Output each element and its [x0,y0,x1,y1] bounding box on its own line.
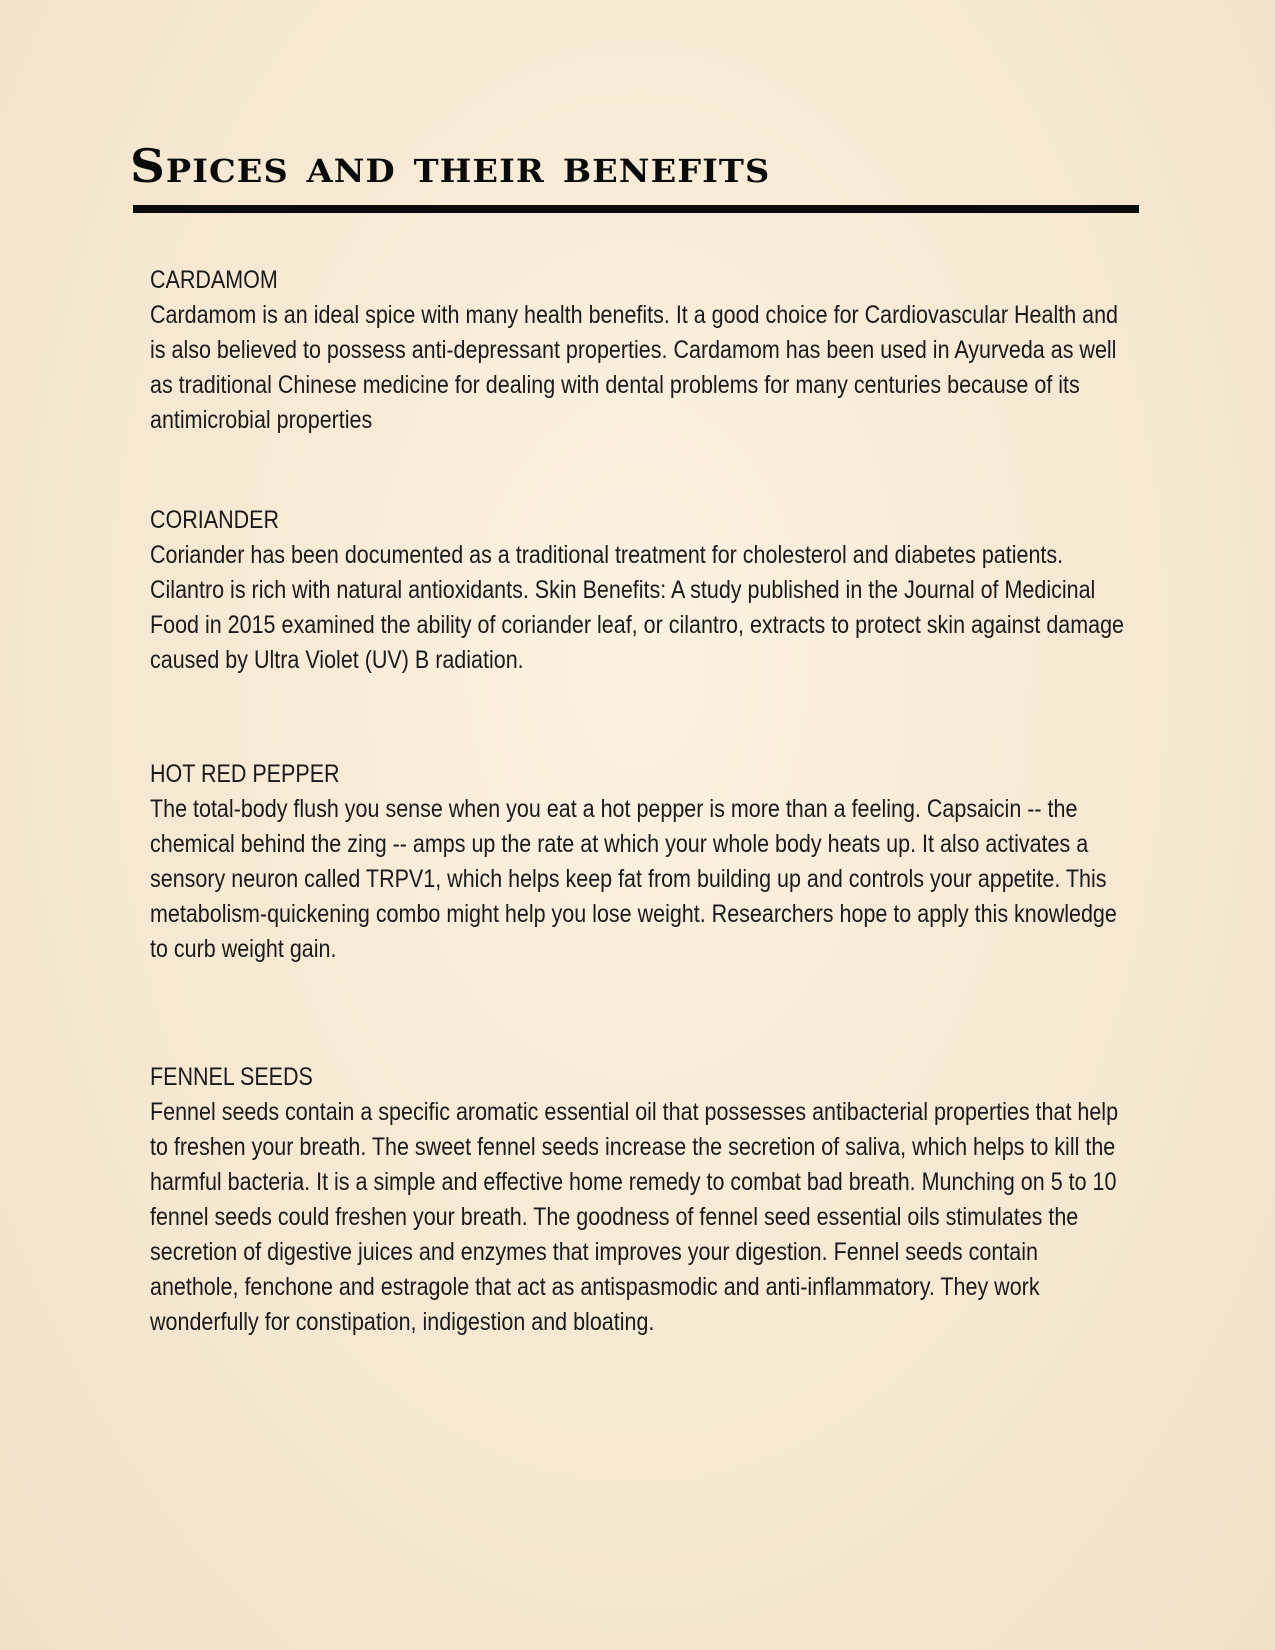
page-title: Spices and their benefits [130,139,771,193]
section-coriander [150,503,1135,678]
title-divider [133,205,1139,213]
section-hot-red-pepper [150,757,1135,967]
section-body: Fennel seeds contain a specific aromatic essential oil that possesses antibacterial properties that help to freshen your breath. The sweet fennel seeds increase the secretion of saliva, which helps to kill the harmful bacteria. It is a simple and effective home remedy to combat bad breath. Munching on 5 to 10 fennel seeds could freshen your breath. The goodness of fennel seed essential oils stimulates the secretion of digestive juices and enzymes that improves your digestion. Fennel seeds contain anethole, fenchone and estragole that act as antispasmodic and anti-inflammatory. They work wonderfully for constipation, indigestion and bloating. [150,1098,1119,1336]
section-body: Cardamom is an ideal spice with many health benefits. It a good choice for Cardiovascular Health and is also believed to possess anti-depressant properties. Cardamom has been used in Ayurveda as well as traditional Chinese medicine for dealing with dental problems for many centuries because of its antimicrobial properties [150,301,1119,434]
section-body: The total-body flush you sense when you eat a hot pepper is more than a feeling. Capsaicin -- the chemical behind the zing -- amps up the rate at which your whole body heats up. It also activates a sensory neuron called TRPV1, which helps keep fat from building up and controls your appetite. This metabolism-quickening combo might help you lose weight. Researchers hope to apply this knowledge to curb weight gain. [150,795,1117,963]
section-heading: CARDAMOM [150,266,278,294]
section-heading: CORIANDER [150,506,280,534]
section-heading: FENNEL SEEDS [150,1063,313,1091]
section-heading: HOT RED PEPPER [150,760,340,788]
section-cardamom [150,263,1135,438]
section-body: Coriander has been documented as a traditional treatment for cholesterol and diabetes patients. Cilantro is rich with natural antioxidants. Skin Benefits: A study published in the Journal of Medicinal Food in 2015 examined the ability of coriander leaf, or cilantro, extracts to protect skin against damage caused by Ultra Violet (UV) B radiation. [150,541,1125,674]
section-fennel-seeds [150,1060,1135,1340]
